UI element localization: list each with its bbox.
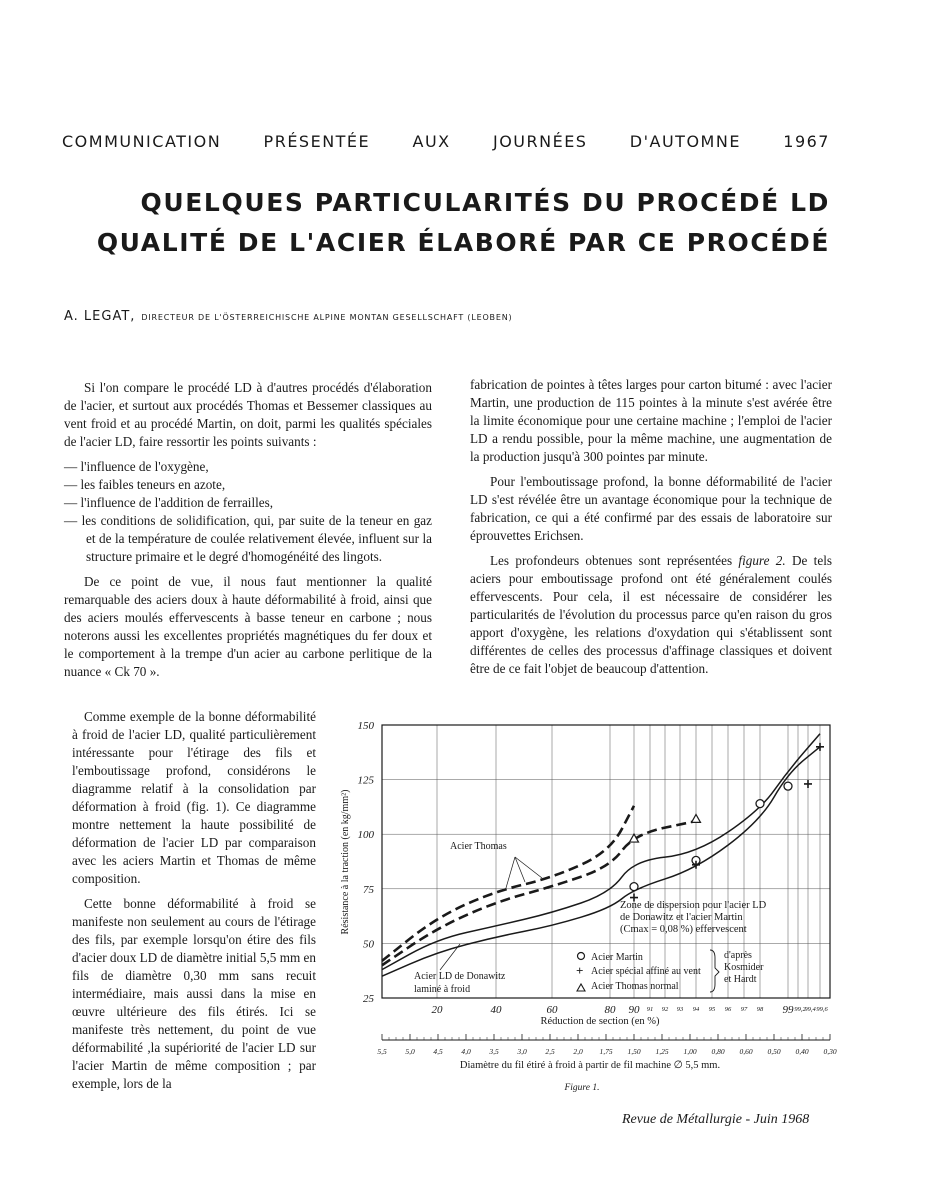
x2-tick-label: 4,5 — [433, 1047, 443, 1056]
x2-tick-label: 0,60 — [739, 1047, 753, 1056]
series-line — [382, 806, 634, 961]
legend-source-2: Kosmider — [724, 962, 764, 973]
legend-special: Acier spécial affiné au vent — [591, 966, 701, 977]
y-tick-label: 50 — [363, 938, 374, 951]
x-tick-label: 95 — [708, 1006, 716, 1013]
figure-caption: Figure 1. — [564, 1083, 600, 1093]
x-tick-label: 40 — [490, 1004, 502, 1016]
series-line — [382, 747, 820, 976]
legend-martin: Acier Martin — [591, 952, 643, 963]
author-name: A. LEGAT, — [64, 309, 136, 324]
zone-label-line-2: de Donawitz et l'acier Martin — [620, 912, 743, 923]
narrow-column — [72, 708, 316, 1100]
y-axis-label: Résistance à la traction (en kg/mm²) — [340, 789, 351, 935]
chart-markers — [630, 743, 825, 902]
chart-series — [382, 734, 820, 976]
paragraph-text: De tels aciers pour emboutissage profond ont été généralement coulés effervescents. Pour cela, il est nécessaire de considérer les particularités de l'évolution du processus parce qu'en raison du gros apport d'oxygène, les relations d'oxydation qui s'établissent sont différentes de celles des processus d'affinage classiques et doivent être de ce fait l'objet de beaucoup d'attention. — [470, 553, 832, 676]
x2-tick-label: 2,5 — [545, 1047, 555, 1056]
x2-tick-label: 3,5 — [489, 1047, 499, 1056]
marker-circle — [784, 782, 792, 790]
legend-plus-icon: + — [576, 963, 584, 978]
y-tick-label: 100 — [357, 829, 374, 842]
x-tick-label: 99,2 — [794, 1006, 806, 1013]
conference-header — [62, 132, 830, 151]
x2-tick-label: 5,5 — [377, 1047, 387, 1056]
paragraph: fabrication de pointes à têtes larges pour carton bitumé : avec l'acier Martin, une production de 115 pointes à la minute s'est avérée être la limite économique pour une certaine machine ; l'emploi de l'acier LD a rendu possible, pour la même machine, une augmentation de la production jusqu'à 300 pointes par minute. — [470, 377, 832, 464]
y-tick-label: 75 — [363, 883, 374, 896]
list-item: — l'influence de l'addition de ferrailles, — [64, 494, 432, 512]
marker-circle — [630, 883, 638, 891]
figure-1-chart — [330, 712, 840, 1102]
x-tick-label: 60 — [546, 1004, 558, 1016]
x-tick-label: 93 — [676, 1006, 684, 1013]
list-item: — l'influence de l'oxygène, — [64, 458, 432, 476]
x2-tick-label: 1,50 — [627, 1047, 641, 1056]
x-tick-label: 99 — [782, 1004, 794, 1016]
x2-tick-label: 1,25 — [655, 1047, 669, 1056]
secondary-axis-ticks — [377, 1034, 837, 1056]
y-axis-ticks — [358, 720, 375, 1005]
figure-reference: figure 2. — [738, 553, 786, 568]
paragraph: Si l'on compare le procédé LD à d'autres procédés d'élaboration de l'acier, et surtout aux procédés Thomas et Bessemer classiques au vent froid et au procédé Martin, on doit, parmi les qualités spéciales de l'acier LD, faire ressortir les points suivants : — [64, 380, 432, 449]
header-word: COMMUNICATION — [62, 132, 222, 151]
x2-tick-label: 3,0 — [517, 1047, 527, 1056]
thomas-label: Acier Thomas — [450, 841, 507, 852]
x-tick-label: 20 — [431, 1004, 443, 1016]
paragraph — [470, 552, 832, 678]
zone-label-line-1: Zone de dispersion pour l'acier LD — [620, 900, 767, 911]
x-tick-label: 91 — [646, 1006, 654, 1013]
x-tick-label: 99,6 — [816, 1006, 828, 1013]
legend-source-3: et Hardt — [724, 974, 757, 985]
x-tick-label: 90 — [628, 1004, 640, 1016]
legend-triangle-icon — [577, 984, 585, 991]
x2-tick-label: 0,50 — [767, 1047, 781, 1056]
marker-plus — [804, 780, 812, 788]
legend-circle-icon — [578, 953, 585, 960]
paragraph-text: Les profondeurs obtenues sont représentées — [490, 553, 739, 568]
y-tick-label: 150 — [357, 720, 374, 732]
author-affiliation: DIRECTEUR DE L'ÖSTERREICHISCHE ALPINE MONTAN GESELLSCHAFT (LEOBEN) — [141, 313, 513, 322]
title-line-1: QUELQUES PARTICULARITÉS DU PROCÉDÉ LD — [140, 188, 830, 217]
header-word: D'AUTOMNE — [629, 132, 741, 151]
list-item: — les conditions de solidification, qui, par suite de la teneur en gaz et de la température de coulée relativement élevée, influent sur la structure primaire et le degré d'homogénéité des lingots. — [64, 512, 432, 566]
ld-label-line-1: Acier LD de Donawitz — [414, 971, 506, 982]
title-line-2: QUALITÉ DE L'ACIER ÉLABORÉ PAR CE PROCÉDÉ — [96, 228, 830, 257]
marker-circle — [756, 800, 764, 808]
x-tick-label: 80 — [604, 1004, 616, 1016]
legend-source-1: d'après — [724, 950, 752, 961]
legend-thomas: Acier Thomas normal — [591, 981, 679, 992]
x2-tick-label: 1,00 — [683, 1047, 697, 1056]
author-line — [64, 309, 512, 324]
header-word: JOURNÉES — [492, 132, 588, 151]
x-axis-ticks — [432, 1004, 829, 1016]
zone-label-line-3: (Cmax = 0,08 %) effervescent — [620, 924, 747, 935]
bullet-list — [64, 458, 432, 566]
y-tick-label: 125 — [357, 774, 374, 787]
header-word: 1967 — [783, 132, 830, 151]
x-axis-label: Réduction de section (en %) — [540, 1016, 660, 1027]
list-item: — les faibles teneurs en azote, — [64, 476, 432, 494]
header-word: PRÉSENTÉE — [263, 132, 371, 151]
left-column — [64, 379, 432, 688]
x-tick-label: 98 — [756, 1006, 764, 1013]
marker-triangle — [692, 814, 701, 822]
paragraph: Pour l'emboutissage profond, la bonne déformabilité de l'acier LD s'est révélée être un avantage économique pour la technique de fabrication, ce qui a été confirmé par des essais de laboratoire sur éprouvettes Erichsen. — [470, 474, 832, 543]
x-tick-label: 96 — [724, 1006, 732, 1013]
paragraph: Comme exemple de la bonne déformabilité à froid de l'acier LD, qualité particulièrement intéressante pour l'étirage des fils et l'emboutissage profond, considérons le diagramme relatif à la consolidation par déformation à froid (fig. 1). Ce diagramme montre nettement la haute possibilité de déformation de l'acier LD par comparaison avec les aciers Martin et Thomas de même composition. — [72, 709, 316, 886]
right-column — [470, 376, 832, 685]
x-tick-label: 92 — [661, 1006, 669, 1013]
ld-label-line-2: laminé à froid — [414, 984, 471, 995]
paragraph: Cette bonne déformabilité à froid se manifeste non seulement au cours de l'étirage des fils, par exemple lorsqu'on étire des fils d'acier doux LD de diamètre initial 5,5 mm en fils de diamètre 0,30 mm sans recuit intermédiaire, mais aussi dans la mise en œuvre ultérieure des fils étirés. Ici se manifeste très nettement, du point de vue déformabilité ,la supériorité de l'acier LD sur l'acier Martin de même composition ; par exemple, lors de la — [72, 896, 316, 1091]
x-tick-label: 99,4 — [804, 1006, 816, 1013]
x2-tick-label: 2,0 — [573, 1047, 583, 1056]
x-tick-label: 94 — [692, 1006, 700, 1013]
secondary-axis-label: Diamètre du fil étiré à froid à partir de fil machine ∅ 5,5 mm. — [459, 1060, 721, 1071]
header-word: AUX — [412, 132, 451, 151]
x2-tick-label: 1,75 — [599, 1047, 613, 1056]
y-tick-label: 25 — [363, 993, 374, 1005]
x2-tick-label: 0,80 — [711, 1047, 725, 1056]
x-tick-label: 97 — [740, 1006, 748, 1013]
x2-tick-label: 0,40 — [795, 1047, 809, 1056]
paragraph: De ce point de vue, il nous faut mentionner la qualité remarquable des aciers doux à haute déformabilité à froid, ainsi que des aciers moulés effervescents à basse teneur en carbone ; nous noterons aussi les excellentes propriétés magnétiques du fer doux et le comportement à la trempe d'un acier au carbone perlitique de la nuance « Ck 70 ». — [64, 574, 432, 679]
x2-tick-label: 4,0 — [461, 1047, 471, 1056]
x2-tick-label: 0,30 — [823, 1047, 837, 1056]
journal-footer: Revue de Métallurgie - Juin 1968 — [622, 1112, 810, 1127]
x2-tick-label: 5,0 — [405, 1047, 415, 1056]
